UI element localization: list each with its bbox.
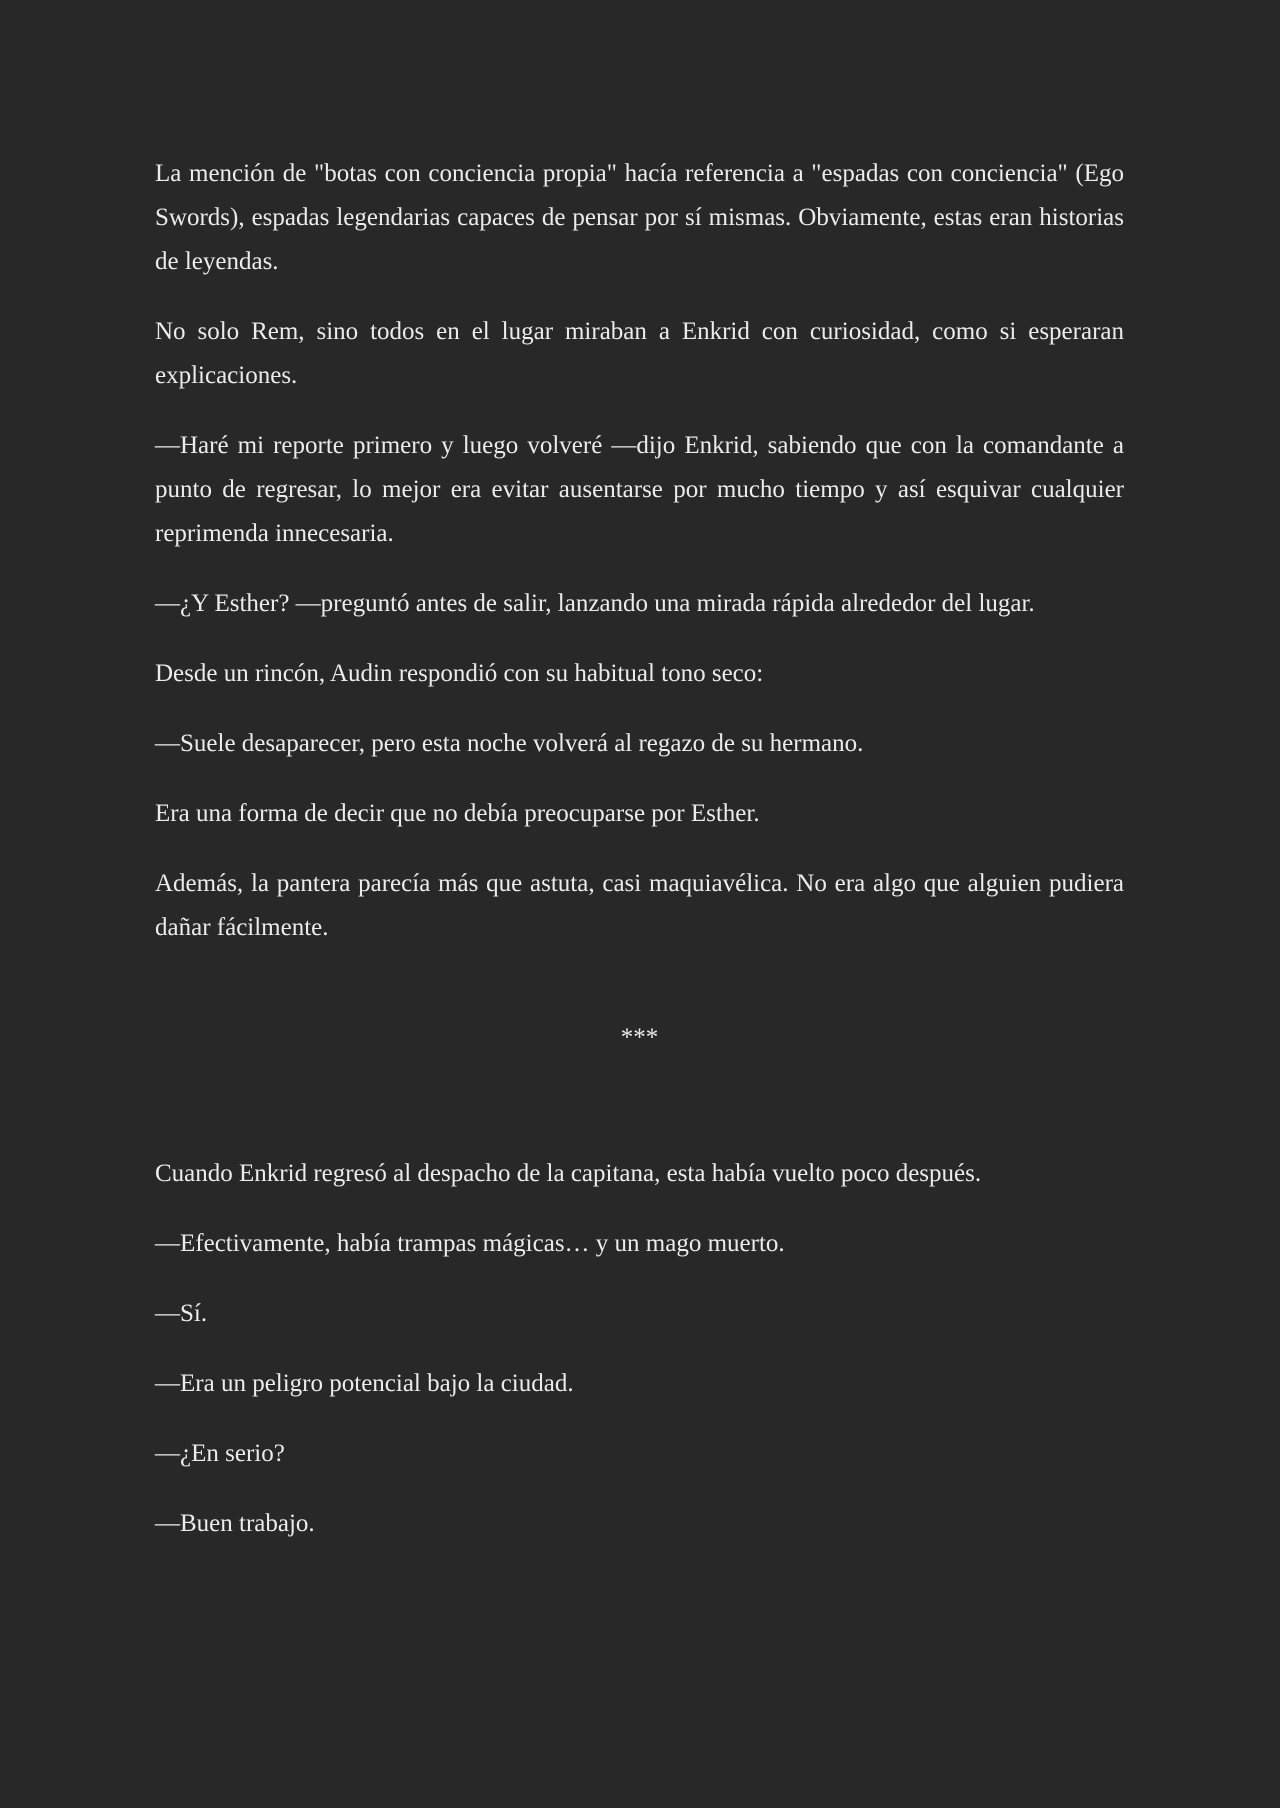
chapter-text [155,152,1124,1572]
paragraph: —¿Y Esther? —preguntó antes de salir, lanzando una mirada rápida alrededor del lugar. [155,590,1035,617]
paragraph: —Buen trabajo. [155,1510,315,1537]
paragraph: No solo Rem, sino todos en el lugar miraban a Enkrid con curiosidad, como si esperaran explicaciones. [155,318,1124,389]
paragraph: —Efectivamente, había trampas mágicas… y un mago muerto. [155,1230,785,1257]
paragraph: Desde un rincón, Audin respondió con su habitual tono seco: [155,660,764,687]
paragraph: Era una forma de decir que no debía preocuparse por Esther. [155,800,760,827]
paragraph: —Sí. [155,1300,208,1327]
paragraph: Cuando Enkrid regresó al despacho de la capitana, esta había vuelto poco después. [155,1160,982,1187]
paragraph: —Era un peligro potencial bajo la ciudad. [155,1370,574,1397]
paragraph: La mención de "botas con conciencia propia" hacía referencia a "espadas con conciencia" (Ego Swords), espadas legendarias capaces de pensar por sí mismas. Obviamente, estas eran historias de leyendas. [155,160,1124,275]
paragraph: —Suele desaparecer, pero esta noche volverá al regazo de su hermano. [155,730,864,757]
paragraph: Además, la pantera parecía más que astuta, casi maquiavélica. No era algo que alguien pudiera dañar fácilmente. [155,870,1124,941]
section-two [155,1152,1124,1546]
section-one [155,152,1124,950]
scene-separator: *** [620,1024,659,1051]
paragraph: —Haré mi reporte primero y luego volveré —dijo Enkrid, sabiendo que con la comandante a punto de regresar, lo mejor era evitar ausentarse por mucho tiempo y así esquivar cualquier reprimenda innecesaria. [155,432,1124,547]
paragraph: —¿En serio? [155,1440,285,1467]
